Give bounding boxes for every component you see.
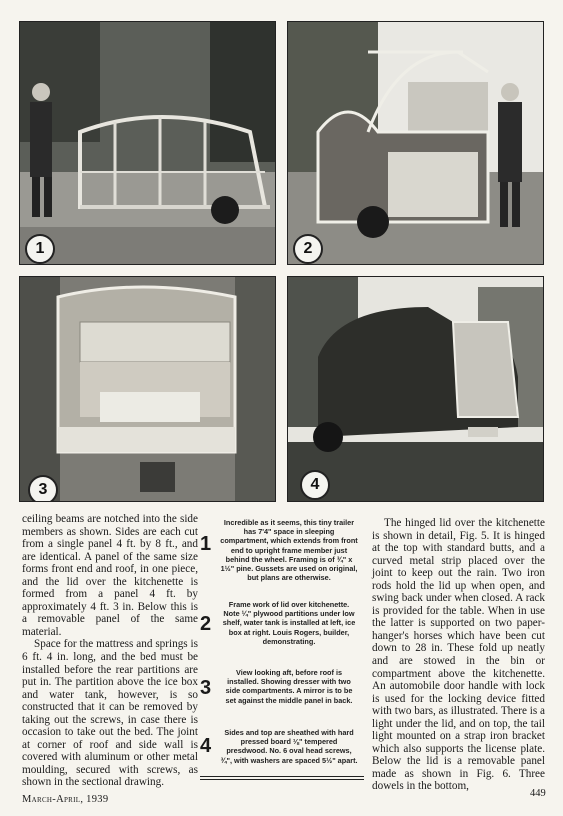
photo-number-badge: 3 (28, 475, 58, 502)
caption-text: Sides and top are sheathed with hard pressed board ⅛" tempered presdwood. No. 6 oval head screws, ¾", with washers are spaced 5½" apart. (220, 728, 358, 765)
photo-number-badge: 4 (300, 470, 330, 500)
photo-3-image (20, 277, 275, 501)
caption-number: 4 (200, 735, 212, 757)
photo-2-kitchenette-lid-frame (287, 21, 544, 265)
caption-text: View looking aft, before roof is installed. Showing dresser with two side compartments. A mirror is to be set against the middle panel in back. (225, 668, 353, 705)
caption-1 (200, 518, 358, 583)
photo-number-badge: 1 (25, 234, 55, 264)
photo-number-badge: 2 (293, 234, 323, 264)
caption-text: Frame work of lid over kitchenette. Note ¼" plywood partitions under low shelf, water tank is installed at left, ice box at right. Louis Rogers, builder, demonstrating. (222, 600, 356, 646)
page-number: 449 (530, 788, 546, 799)
photo-2-image (288, 22, 543, 264)
left-text-column (22, 513, 198, 789)
double-rule-divider (200, 776, 364, 780)
body-paragraph: The hinged lid over the kitchenette is shown in detail, Fig. 5. It is hinged at the top with standard butts, and a curved metal strip placed over the joint to keep out the rain. Two iron rods hold the lid up when open, and swing back under when closed. A rack is provided for the table. When in use the latter is supported on two paper-hanger's horses which have been cut down to 28 in. These fold up neatly and are stowed in the bin or compartment above the kitchenette. An automobile door handle with lock is used for the locking device fitted with two bars, as illustrated. There is a light under the lid, and on top, the tail light mounted on a strap iron bracket which also supports the license plate. Below the lid is a removable panel made as shown in Fig. 6. Three dowels in the bottom, (372, 517, 545, 793)
caption-number: 3 (200, 677, 212, 699)
photo-1-trailer-frame-side (19, 21, 276, 265)
body-paragraph: ceiling beams are notched into the side members as shown. Sides are each cut from a single panel 4 ft. by 8 ft., and are identical. A panel of the same size forms front end and roof, in one piece, and the lid over the kitchenette is formed from a panel 4 ft. by approximately 4 ft. 3 in. Below this is a removable panel of the same material. (22, 513, 198, 638)
caption-4 (200, 728, 358, 768)
photo-3-view-looking-aft (19, 276, 276, 502)
caption-number: 2 (200, 613, 212, 635)
caption-3 (200, 668, 358, 708)
caption-number: 1 (200, 533, 212, 555)
issue-date: March-April, 1939 (22, 794, 109, 805)
caption-text: Incredible as it seems, this tiny trailer has 7'4" space in sleeping compartment, which extends from front end to upright frame member just behind the wheel. Framing is of ¾" x 1½" pine. Gussets are used on original, but plans are otherwise. (220, 518, 358, 583)
right-text-column (372, 517, 545, 793)
photo-4-image (288, 277, 543, 501)
photo-1-image (20, 22, 275, 264)
photo-4-sheathed-trailer (287, 276, 544, 502)
caption-2 (200, 600, 358, 644)
body-paragraph: Space for the mattress and springs is 6 ft. 4 in. long, and the bed must be installed before the rear partitions are put in. The partition above the ice box and water tank, however, is so constructed that it can be removed by taking out the screws, in case there is occasion to take out the bed. The joint at corner of roof and side wall is covered with aluminum or other metal moulding, secured with screws, as shown in the sectional drawing. (22, 638, 198, 789)
